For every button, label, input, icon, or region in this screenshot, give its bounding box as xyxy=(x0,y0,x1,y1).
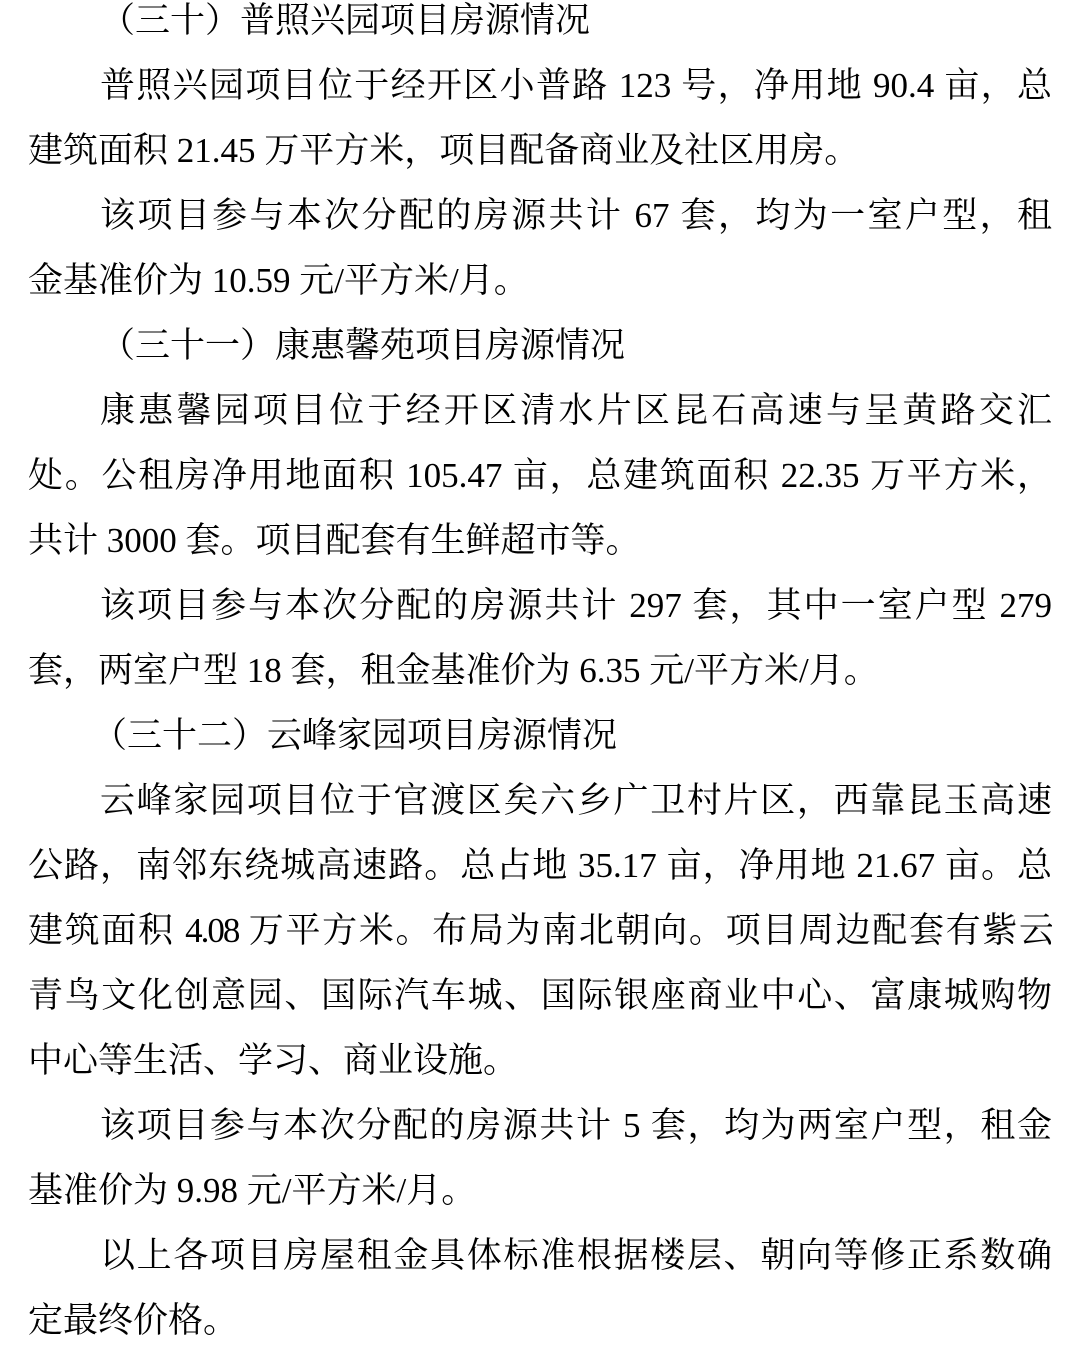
paragraph xyxy=(28,1093,1052,1223)
document-body xyxy=(28,0,1052,1353)
section-heading: （三十）普照兴园项目房源情况 xyxy=(100,1,591,40)
closing-paragraph xyxy=(28,1223,1052,1353)
paragraph-line: 基准价为 9.98 元/平方米/月。 xyxy=(28,1171,477,1210)
paragraph-line: 定最终价格。 xyxy=(28,1301,239,1340)
paragraph-line: 康惠馨园项目位于经开区清水片区昆石高速与呈黄路交汇 xyxy=(100,391,1052,430)
section-32 xyxy=(28,703,1052,1223)
paragraph xyxy=(28,768,1052,1093)
section-31 xyxy=(28,313,1052,703)
paragraph-line: 普照兴园项目位于经开区小普路 123 号，净用地 90.4 亩，总 xyxy=(100,66,1052,105)
paragraph-line: 金基准价为 10.59 元/平方米/月。 xyxy=(28,261,529,300)
paragraph-line: 该项目参与本次分配的房源共计 297 套，其中一室户型 279 xyxy=(100,586,1052,625)
paragraph xyxy=(28,378,1052,573)
section-30 xyxy=(28,0,1052,313)
paragraph-line: 中心等生活、学习、商业设施。 xyxy=(28,1041,519,1080)
paragraph-line: 公路，南邻东绕城高速路。总占地 35.17 亩，净用地 21.67 亩。总 xyxy=(28,846,1052,885)
paragraph-line: 共计 3000 套。项目配套有生鲜超市等。 xyxy=(28,521,641,560)
section-heading: （三十一）康惠馨苑项目房源情况 xyxy=(100,326,626,365)
section-heading: （三十二）云峰家园项目房源情况 xyxy=(92,716,618,755)
paragraph-line: 建筑面积 4.08 万平方米。布局为南北朝向。项目周边配套有紫云 xyxy=(28,911,1052,950)
paragraph-line: 云峰家园项目位于官渡区矣六乡广卫村片区，西靠昆玉高速 xyxy=(100,781,1052,820)
paragraph-line: 处。公租房净用地面积 105.47 亩，总建筑面积 22.35 万平方米， xyxy=(28,456,1052,495)
paragraph-line: 青鸟文化创意园、国际汽车城、国际银座商业中心、富康城购物 xyxy=(28,976,1052,1015)
paragraph-line: 建筑面积 21.45 万平方米，项目配备商业及社区用房。 xyxy=(28,131,860,170)
paragraph-line: 以上各项目房屋租金具体标准根据楼层、朝向等修正系数确 xyxy=(100,1236,1052,1275)
paragraph xyxy=(28,573,1052,703)
paragraph-line: 该项目参与本次分配的房源共计 67 套，均为一室户型，租 xyxy=(100,196,1052,235)
paragraph xyxy=(28,53,1052,183)
paragraph-line: 套，两室户型 18 套，租金基准价为 6.35 元/平方米/月。 xyxy=(28,651,879,690)
paragraph-line: 该项目参与本次分配的房源共计 5 套，均为两室户型，租金 xyxy=(100,1106,1052,1145)
paragraph xyxy=(28,183,1052,313)
